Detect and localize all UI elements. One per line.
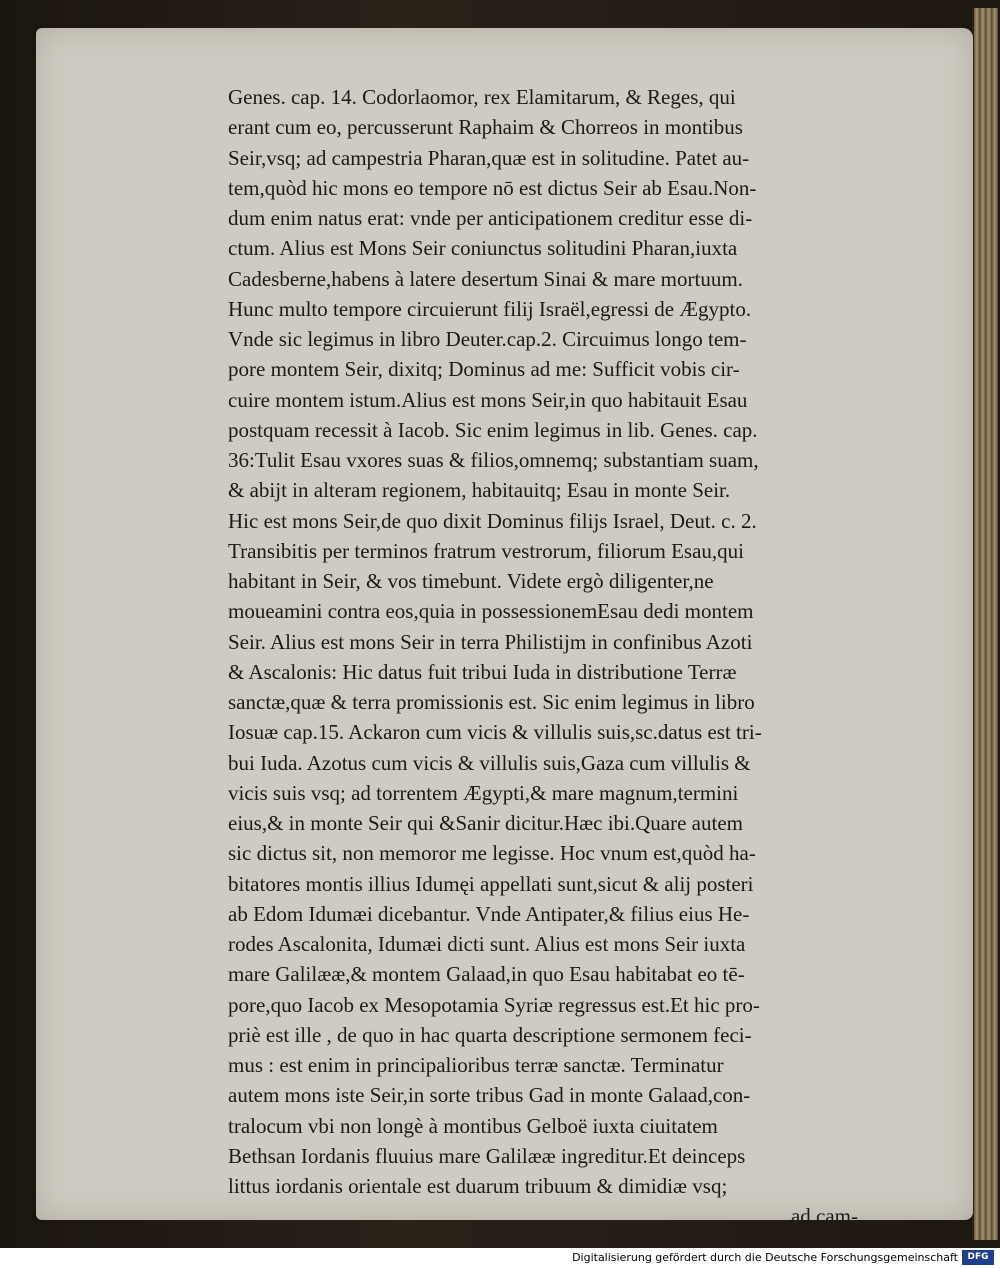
text-line: tralocum vbi non longè à montibus Gelboë iuxta ciuitatem: [228, 1113, 718, 1138]
catchword: ad cam-: [790, 1204, 858, 1229]
text-line: priè est ille , de quo in hac quarta descriptione sermonem feci-: [228, 1022, 752, 1047]
text-line: eius,& in monte Seir qui &Sanir dicitur.Hæc ibi.Quare autem: [228, 811, 743, 835]
text-line: postquam recessit à Iacob. Sic enim legimus in lib. Genes. cap.: [228, 417, 758, 442]
text-line: & Ascalonis: Hic datus fuit tribui Iuda in distributione Terræ: [228, 659, 737, 684]
text-line: Transibitis per terminos fratrum vestrorum, filiorum Esau,qui: [228, 538, 744, 563]
text-line: Cadesberne,habens à latere desertum Sinai & mare mortuum.: [228, 266, 743, 291]
text-line: bitatores montis illius Idumęi appellati sunt,sicut & alij posteri: [228, 871, 754, 896]
text-line: ctum. Alius est Mons Seir coniunctus solitudini Pharan,iuxta: [228, 236, 738, 261]
text-line: mare Galilææ,& montem Galaad,in quo Esau habitabat eo tē-: [228, 962, 745, 987]
text-line: ab Edom Idumæi dicebantur. Vnde Antipater,& filius eius He-: [228, 901, 750, 926]
text-line: Genes. cap. 14. Codorlaomor, rex Elamitarum, & Reges, qui: [228, 85, 736, 109]
footer-bar: [0, 1248, 1000, 1268]
text-line: dum enim natus erat: vnde per anticipationem creditur esse di-: [228, 206, 753, 230]
text-line: sic dictus sit, non memoror me legisse. Hoc vnum est,quòd ha-: [228, 841, 756, 866]
text-line: erant cum eo, percusserunt Raphaim & Chorreos in montibus: [228, 115, 743, 140]
text-line: Bethsan Iordanis fluuius mare Galilææ ingreditur.Et deinceps: [228, 1143, 746, 1168]
text-line: bui Iuda. Azotus cum vicis & villulis suis,Gaza cum villulis &: [228, 750, 751, 775]
text-line: moueamini contra eos,quia in possessionemEsau dedi montem: [228, 599, 754, 624]
text-line: pore,quo Iacob ex Mesopotamia Syriæ regressus est.Et hic pro-: [228, 992, 760, 1017]
text-line: Seir. Alius est mons Seir in terra Philistijm in confinibus Azoti: [228, 629, 753, 654]
text-line: & abijt in alteram regionem, habitauitq; Esau in monte Seir.: [228, 478, 731, 503]
text-line: cuire montem istum.Alius est mons Seir,in quo habitauit Esau: [228, 387, 748, 412]
text-line: tem,quòd hic mons eo tempore nō est dictus Seir ab Esau.Non-: [228, 175, 757, 200]
text-line: mus : est enim in principalioribus terræ sanctæ. Terminatur: [228, 1053, 724, 1077]
text-line: Hic est mons Seir,de quo dixit Dominus filijs Israel, Deut. c. 2.: [228, 508, 757, 533]
page-text-block: [228, 82, 868, 1232]
text-line: vicis suis vsq; ad torrentem Ægypti,& mare magnum,termini: [228, 780, 739, 805]
text-line: Vnde sic legimus in libro Deuter.cap.2. Circuimus longo tem-: [228, 327, 747, 351]
text-line: Hunc multo tempore circuierunt filij Israël,egressi de Ægypto.: [228, 296, 752, 321]
text-line: 36:Tulit Esau vxores suas & filios,omnemq; substantiam suam,: [228, 448, 759, 472]
funding-credit: Digitalisierung gefördert durch die Deutsche Forschungsgemeinschaft: [572, 1251, 958, 1264]
book-edge: [972, 8, 998, 1240]
text-line: habitant in Seir, & vos timebunt. Videte ergò diligenter,ne: [228, 569, 714, 593]
dfg-logo-icon: DFG: [962, 1250, 994, 1265]
text-line: sanctæ,quæ & terra promissionis est. Sic enim legimus in libro: [228, 690, 755, 714]
text-line: pore montem Seir, dixitq; Dominus ad me: Sufficit vobis cir-: [228, 357, 740, 382]
text-line: littus iordanis orientale est duarum tribuum & dimidiæ vsq;: [228, 1174, 728, 1198]
text-line: autem mons iste Seir,in sorte tribus Gad in monte Galaad,con-: [228, 1083, 751, 1108]
text-line: rodes Ascalonita, Idumæi dicti sunt. Alius est mons Seir iuxta: [228, 932, 746, 956]
text-line: Iosuæ cap.15. Ackaron cum vicis & villulis suis,sc.datus est tri-: [228, 720, 762, 745]
text-line: Seir,vsq; ad campestria Pharan,quæ est in solitudine. Patet au-: [228, 145, 750, 170]
